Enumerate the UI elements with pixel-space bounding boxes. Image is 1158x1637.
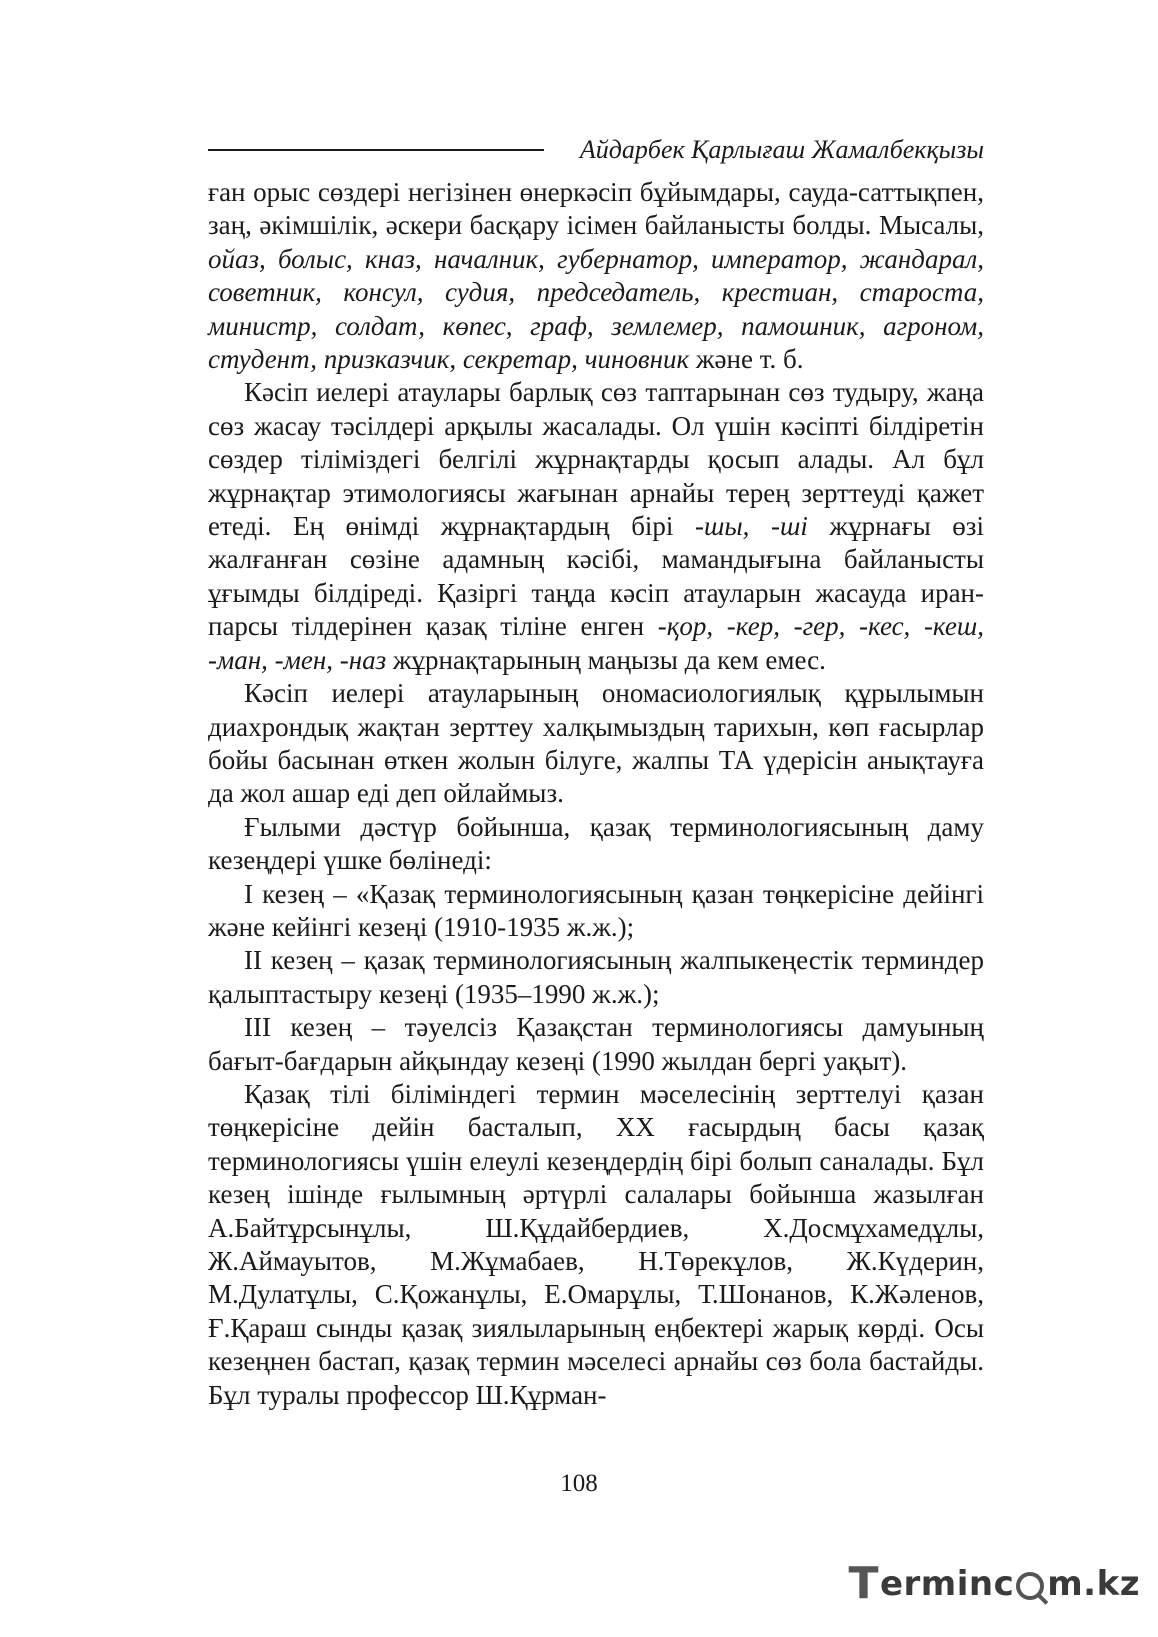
magnifier-icon <box>1016 1572 1044 1600</box>
paragraph-1 <box>208 176 984 376</box>
running-header <box>208 130 984 170</box>
paragraph-2 <box>208 376 984 677</box>
paragraph-7: ІІІ кезең – тәуелсіз Қазақстан терминологиясы дамуының бағыт-бағдарын айқындау кезеңі (1990 жылдан бергі уақыт). <box>208 1012 984 1076</box>
paragraph-2-text-e: жұрнақтарының маңызы да кем емес. <box>386 644 826 675</box>
watermark-text-part1: erminc <box>879 1563 1015 1604</box>
paragraph-2-italic-suffixes: -қор, -кер, -гер, -кес, -кеш, -ман, -мен, -наз <box>208 611 985 675</box>
paragraph-4: Ғылыми дәстүр бойынша, қазақ терминологиясының даму кезеңдері үшке бөлінеді: <box>208 811 984 876</box>
paragraph-2-text-c: жұрнағы өзі жалғанған сөзіне адамның кәсібі, мамандығына байланысты ұғымды білдіреді. Қазіргі таңда кәсіп атауларын жасауда иран-парсы тілдерінен қазақ тіліне енген <box>208 511 984 642</box>
paragraph-1-text-a: ған орыс сөздері негізінен өнеркәсіп бұйымдары, сауда-саттықпен, заң, әкімшілік, әскери басқару ісімен байланысты болды. Мысалы, <box>208 177 984 241</box>
watermark-text-part2: m.kz <box>1047 1563 1140 1604</box>
paragraph-5: І кезең – «Қазақ терминологиясының қазан төңкерісіне дейінгі және кейінгі кезеңі (1910-1935 ж.ж.); <box>208 878 984 942</box>
paragraph-6: ІІ кезең – қазақ терминологиясының жалпыкеңестік терминдер қалыптастыру кезеңі (1935–1990 ж.ж.); <box>208 945 984 1009</box>
watermark-logo <box>848 1558 1140 1609</box>
paragraph-2-text-a: Кәсіп иелері атаулары барлық сөз таптарынан сөз тудыру, жаңа сөз жасау тәсілдері арқылы жасалады. Ол үшін кәсіпті білдіретін сөздер тіліміздегі белгілі жұрнақтарды қосып алады. Ал бұл жұрнақтар этимологиясы жағынан арнайы терең зерттеуді қажет етеді. Ең өнімді жұрнақтардың бірі <box>208 377 984 542</box>
watermark-letter-t: T <box>848 1558 879 1609</box>
paragraph-1-text-c: және т. б. <box>689 344 804 375</box>
page-body <box>208 176 984 1412</box>
paragraph-8: Қазақ тілі біліміндегі термин мәселесінің зерттелуі қазан төңкерісіне дейін басталып, ХХ ғасырдың басы қазақ терминологиясы үшін елеулі кезеңдердің бірі болып саналады. Бұл кезең ішінде ғылымның әртүрлі салалары бойынша жазылған А.Байтұрсынұлы, Ш.Құдайбердиев, Х.Досмұхамедұлы, Ж.Аймауытов, М.Жұмабаев, Н.Төрекұлов, Ж.Күдерин, М.Дулатұлы, С.Қожанұлы, Е.Омарұлы, Т.Шонанов, К.Жәленов, Ғ.Қараш сынды қазақ зиялыларының еңбектері жарық көрді. Осы кезеңнен бастап, қазақ термин мәселесі арнайы сөз бола бастайды. Бұл туралы профессор Ш.Құрман- <box>208 1078 984 1410</box>
paragraph-1-italic-words: ойаз, болыс, кназ, началник, губернатор, император, жандарал, советник, консул, судия, председатель, крестиан, староста, министр, солдат, көпес, граф, землемер, памошник, агроном, студент, призказчик, секретар, чиновник <box>208 243 984 375</box>
header-author: Айдарбек Қарлығаш Жамалбекқызы <box>579 135 984 164</box>
paragraph-2-italic-suffix: -шы, -ші <box>695 511 808 542</box>
page-number: 108 <box>560 1470 598 1497</box>
paragraph-3: Кәсіп иелері атауларының ономасиологиялық құрылымын диахрондық жақтан зерттеу халқымыздың тарихын, көп ғасырлар бойы басынан өткен жолын білуге, жалпы ТА үдерісін анықтауға да жол ашар еді деп ойлаймыз. <box>208 678 984 809</box>
header-rule <box>208 149 544 151</box>
